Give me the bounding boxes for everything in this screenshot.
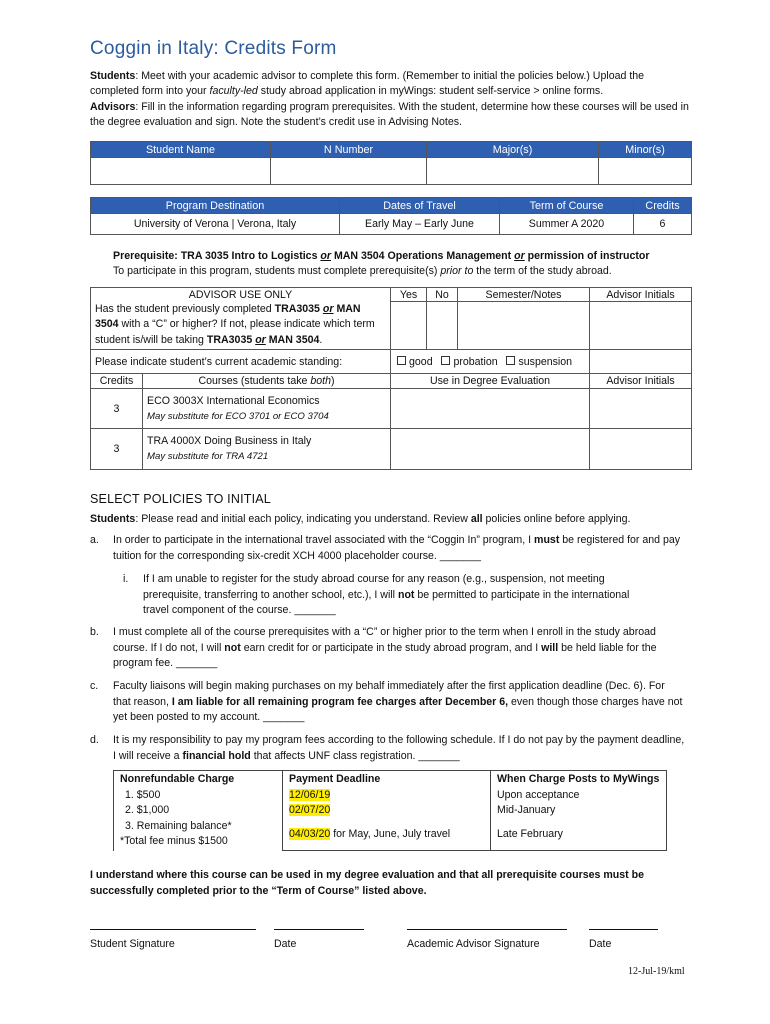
question-tra3035: TRA3035 [274, 302, 320, 315]
student-info-table [90, 141, 692, 185]
prereq-note-b: the term of the study abroad. [473, 265, 612, 277]
header-dates-of-travel: Dates of Travel [340, 198, 500, 214]
fee-deadlines-cell [283, 771, 491, 851]
no-header: No [427, 288, 458, 302]
question-or: or [322, 302, 334, 315]
prereq-or-1: or [320, 250, 331, 262]
student-signature-label: Student Signature [90, 938, 175, 950]
majors-field[interactable] [427, 158, 599, 185]
credits-col-header: Credits [91, 374, 143, 389]
advisor-date-line[interactable] [589, 919, 658, 930]
policy-i [123, 572, 713, 620]
course-1-name: ECO 3003X International Economics [147, 394, 320, 407]
student-name-field[interactable] [91, 158, 271, 185]
policy-b-text-1: I must complete all of the course prerequisites with a “C” or higher prior to the term when I enroll in the study abroad course. If I do not, I will [113, 626, 656, 654]
policy-b-will: will [541, 641, 559, 654]
courses-header-a: Courses (students take [198, 375, 311, 387]
question-period: . [319, 333, 323, 346]
course-2-initials-field[interactable] [590, 429, 692, 470]
course-2-credits: 3 [91, 429, 143, 470]
fee-schedule-table [113, 770, 667, 851]
credits-value: 6 [634, 214, 692, 235]
policy-i-text-2: be permitted to participate in the international travel component of the course. _______ [143, 588, 630, 616]
policy-b-text-3: be held liable for the program fee. _______ [113, 641, 657, 669]
policy-a-text-1: In order to participate in the international travel associated with the “Coggin In” program, I [113, 534, 535, 546]
posts-3: Late February [497, 827, 563, 840]
policy-b-text-2: earn credit for or participate in the study abroad program, and I [240, 641, 542, 654]
deadline-2: 02/07/20 [289, 804, 331, 816]
question-part-d: with a “C” or higher? If not, please indicate which term student is/will be taking [95, 318, 375, 346]
policies-students-label: Students [90, 513, 136, 525]
policy-a-text [113, 533, 683, 564]
question-man3504-2: MAN 3504 [268, 333, 320, 346]
policy-c-text-1: Faculty liaisons will begin making purchases on my behalf immediately after the first application deadline (Dec. 6). For that reason, [113, 680, 665, 708]
advisor-initials-cell[interactable] [590, 302, 692, 350]
n-number-field[interactable] [271, 158, 427, 185]
dates-of-travel-value: Early May – Early June [340, 214, 500, 235]
header-n-number: N Number [271, 142, 427, 158]
deadline-1: 12/06/19 [289, 788, 331, 801]
policy-d-text [113, 733, 685, 764]
header-minors: Minor(s) [599, 142, 692, 158]
faculty-led-text: faculty-led [209, 85, 258, 98]
policies-students-all: all [470, 513, 483, 525]
policy-a [90, 533, 680, 565]
course-2-cell [143, 429, 391, 470]
deadline-3: 04/03/20 [289, 827, 331, 840]
advisors-text: : Fill in the information regarding program prerequisites. With the student, determine how these courses will be used in the degree evaluation and sign. Note the student’s credit use in Advising Notes. [90, 100, 689, 129]
probation-checkbox[interactable] [441, 356, 450, 365]
header-payment-deadline: Payment Deadline [289, 773, 381, 785]
yes-cell[interactable] [391, 302, 427, 350]
deadline-3-suffix: for May, June, July travel [330, 827, 451, 840]
policy-c-text [113, 679, 683, 726]
policy-i-label: i. [123, 573, 129, 585]
policy-b-text [113, 625, 683, 672]
program-destination-value: University of Verona | Verona, Italy [91, 214, 340, 235]
course-2-substitute: May substitute for TRA 4721 [147, 451, 269, 462]
policies-students-a: : Please read and initial each policy, indicating you understand. Review [135, 513, 471, 525]
policies-students-b: policies online before applying. [482, 513, 631, 525]
advisor-date-label: Date [589, 938, 612, 950]
policy-i-text-1: If I am unable to register for the study abroad course for any reason (e.g., suspension, not meeting prerequisite, transferring to another school, etc.), I will [143, 573, 605, 601]
student-signature-line[interactable] [90, 919, 256, 930]
question-part-a: Has the student previously completed [95, 302, 275, 315]
standing-empty-cell [590, 350, 692, 374]
prereq-part-3: permission of instructor [524, 250, 650, 262]
prereq-question [91, 302, 391, 350]
good-label: good [409, 355, 433, 368]
page-title: Coggin in Italy: Credits Form [90, 38, 337, 59]
header-program-destination: Program Destination [91, 198, 340, 214]
students-instructions [90, 69, 690, 100]
use-col-header: Use in Degree Evaluation [391, 374, 590, 389]
suspension-label: suspension [518, 355, 573, 368]
advisors-label: Advisors [90, 100, 136, 113]
prerequisite-text [113, 249, 693, 279]
good-checkbox[interactable] [397, 356, 406, 365]
student-date-label: Date [274, 938, 297, 950]
policy-d-bold: financial hold [182, 749, 251, 762]
header-majors: Major(s) [427, 142, 599, 158]
student-date-line[interactable] [274, 919, 364, 930]
understanding-statement: I understand where this course can be used in my degree evaluation and that all prerequisite courses must be successfully completed prior to the “Term of Course” listed above. [90, 869, 644, 897]
policies-students-instructions [90, 513, 690, 525]
course-1-substitute: May substitute for ECO 3701 or ECO 3704 [147, 410, 329, 422]
advisor-initials-col-header: Advisor Initials [590, 374, 692, 389]
advisor-signature-line[interactable] [407, 919, 567, 930]
charge-3-note: *Total fee minus $1500 [120, 835, 228, 847]
prereq-note-a: To participate in this program, students must complete prerequisite(s) [113, 265, 441, 277]
yes-header: Yes [391, 288, 427, 302]
question-tra3035-2: TRA3035 [206, 333, 253, 346]
students-text-2: study abroad application in myWings: student self-service > online forms. [257, 85, 604, 98]
advisor-signature-label: Academic Advisor Signature [407, 938, 540, 950]
question-or-2: or [255, 333, 266, 346]
semester-notes-header: Semester/Notes [458, 288, 590, 302]
intro-text [90, 69, 690, 131]
posts-1: Upon acceptance [497, 788, 580, 801]
header-credits: Credits [634, 198, 692, 214]
question-man3504: MAN 3504 [95, 302, 361, 330]
course-1-cell [143, 389, 391, 429]
course-2-use-field[interactable] [391, 429, 590, 470]
term-of-course-value: Summer A 2020 [500, 214, 634, 235]
suspension-checkbox[interactable] [506, 356, 515, 365]
policy-d-text-2: that affects UNF class registration. _______ [250, 749, 460, 762]
probation-label: probation [453, 355, 498, 368]
minors-field[interactable] [599, 158, 692, 185]
policy-i-text [143, 572, 648, 619]
courses-col-header [143, 374, 391, 389]
program-info-table [90, 197, 692, 235]
posts-2: Mid-January [497, 804, 556, 816]
header-student-name: Student Name [91, 142, 271, 158]
advisor-table [90, 287, 692, 470]
footer-revision: 12-Jul-19/kml [628, 966, 685, 977]
policy-b-label: b. [90, 626, 99, 638]
policies-heading: SELECT POLICIES TO INITIAL [90, 492, 271, 506]
policy-d-text-1: It is my responsibility to pay my program fees according to the following schedule. If I do not pay by the payment deadline, I will receive a [113, 734, 685, 762]
students-label: Students [90, 70, 136, 82]
charge-1: 1. $500 [125, 788, 161, 801]
course-2-name: TRA 4000X Doing Business in Italy [147, 435, 312, 447]
prereq-part-2: MAN 3504 Operations Management [331, 250, 515, 262]
prereq-note-italic: prior to [440, 265, 474, 277]
charge-2: 2. $1,000 [125, 804, 170, 816]
policy-b [90, 625, 680, 673]
charge-3: 3. Remaining balance* [125, 819, 232, 832]
course-1-use-field[interactable] [391, 389, 590, 429]
header-when-charge-posts: When Charge Posts to MyWings [497, 773, 660, 785]
no-cell[interactable] [427, 302, 458, 350]
advisor-use-only-label: ADVISOR USE ONLY [91, 288, 391, 302]
course-1-initials-field[interactable] [590, 389, 692, 429]
fee-charges-cell [114, 771, 283, 851]
courses-header-b: ) [331, 375, 335, 387]
header-nonrefundable-charge: Nonrefundable Charge [120, 773, 235, 785]
policy-a-text-2: be registered for and pay tuition for the corresponding six-credit XCH 4000 placeholder course. _______ [113, 534, 681, 562]
policy-c [90, 679, 683, 727]
policy-b-not: not [224, 641, 241, 654]
fee-posts-cell [491, 771, 667, 851]
header-term-of-course: Term of Course [500, 198, 634, 214]
prerequisite-note [113, 264, 693, 279]
course-1-credits: 3 [91, 389, 143, 429]
policy-a-must: must [534, 534, 560, 546]
policy-c-bold: I am liable for all remaining program fee charges after December 6, [171, 695, 509, 708]
policy-d-label: d. [90, 734, 99, 746]
semester-notes-cell[interactable] [458, 302, 590, 350]
standing-label: Please indicate student’s current academic standing: [91, 350, 391, 374]
advisors-instructions [90, 100, 690, 131]
policy-c-text-2: even though those charges have not yet been posted to my account. _______ [113, 695, 683, 723]
prerequisite-line [113, 249, 693, 264]
policy-a-label: a. [90, 534, 99, 546]
prereq-part-1: Prerequisite: TRA 3035 Intro to Logistics [113, 250, 321, 262]
students-text-1: : Meet with your academic advisor to complete this form. (Remember to initial the policies below.) Upload the completed form into your [90, 70, 645, 98]
standing-options [391, 350, 590, 374]
policy-c-label: c. [90, 680, 99, 692]
policy-d [90, 733, 685, 765]
policy-i-not: not [397, 588, 415, 601]
advisor-initials-header: Advisor Initials [590, 288, 692, 302]
prereq-or-2: or [514, 250, 525, 262]
courses-header-both: both [310, 375, 331, 387]
